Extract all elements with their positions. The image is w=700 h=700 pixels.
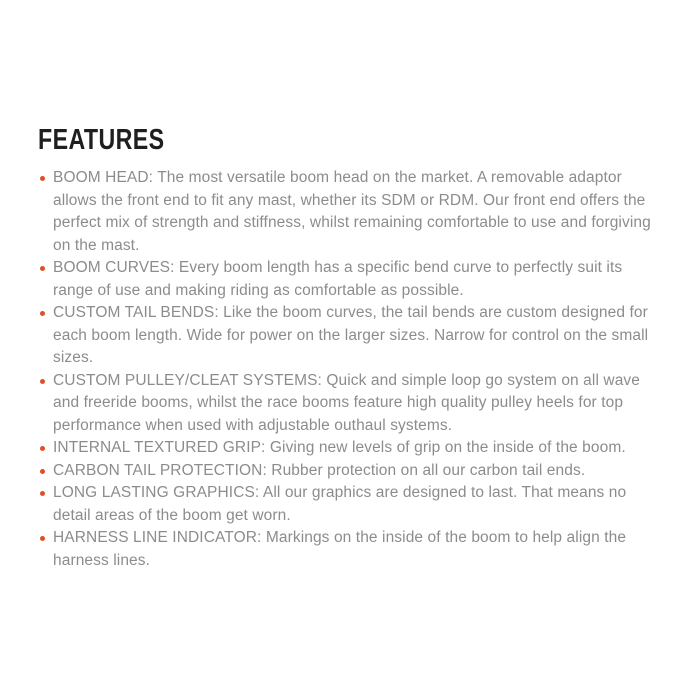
feature-text [53,167,664,257]
feature-description: Like the boom curves, the tail bends are custom designed for each boom length. Wide for power on the larger sizes. Narrow for control on the small sizes. [53,304,649,366]
feature-label: CARBON TAIL PROTECTION: [53,461,267,479]
feature-label: LONG LASTING GRAPHICS: [53,484,260,501]
feature-text [53,437,664,460]
features-section [38,124,664,572]
feature-description: The most versatile boom head on the market. A removable adaptor allows the front end to fit any mast, whether its SDM or RDM. Our front end offers the perfect mix of strength and stiffness, whilst remaining comfortable to use and forgiving on the mast. [53,169,651,254]
bullet-icon [40,379,45,384]
bullet-icon [40,311,45,316]
bullet-icon [40,536,45,541]
features-heading: FEATURES [38,124,165,156]
feature-text [53,460,664,483]
bullet-icon [40,491,45,496]
feature-label: CUSTOM TAIL BENDS: [53,304,219,321]
feature-label: BOOM HEAD: [53,169,154,186]
feature-item [38,167,664,257]
feature-item [38,460,664,483]
feature-description: Every boom length has a specific bend curve to perfectly suit its range of use and making riding as comfortable as possible. [53,259,623,299]
bullet-icon [40,446,45,451]
bullet-icon [40,266,45,271]
feature-item [38,437,664,460]
feature-item [38,257,664,302]
feature-item [38,370,664,438]
feature-item [38,527,664,572]
feature-text [53,370,664,438]
features-list [38,167,664,572]
bullet-icon [40,469,45,474]
feature-item [38,302,664,370]
feature-description: Rubber protection on all our carbon tail ends. [271,461,586,479]
feature-description: Quick and simple loop go system on all wave and freeride booms, whilst the race booms feature high quality pulley heels for top performance when used with adjustable outhaul systems. [53,371,640,434]
feature-label: CUSTOM PULLEY/CLEAT SYSTEMS: [53,371,322,389]
feature-description: All our graphics are designed to last. That means no detail areas of the boom get worn. [53,484,627,524]
feature-text [53,302,664,370]
feature-item [38,482,664,527]
feature-text [53,257,664,302]
feature-description: Giving new levels of grip on the inside of the boom. [269,439,626,456]
feature-label: INTERNAL TEXTURED GRIP: [53,439,266,456]
feature-text [53,482,664,527]
feature-label: BOOM CURVES: [53,259,175,276]
feature-description: Markings on the inside of the boom to help align the harness lines. [53,529,627,569]
bullet-icon [40,176,45,181]
feature-label: HARNESS LINE INDICATOR: [53,529,262,546]
feature-text [53,527,664,572]
